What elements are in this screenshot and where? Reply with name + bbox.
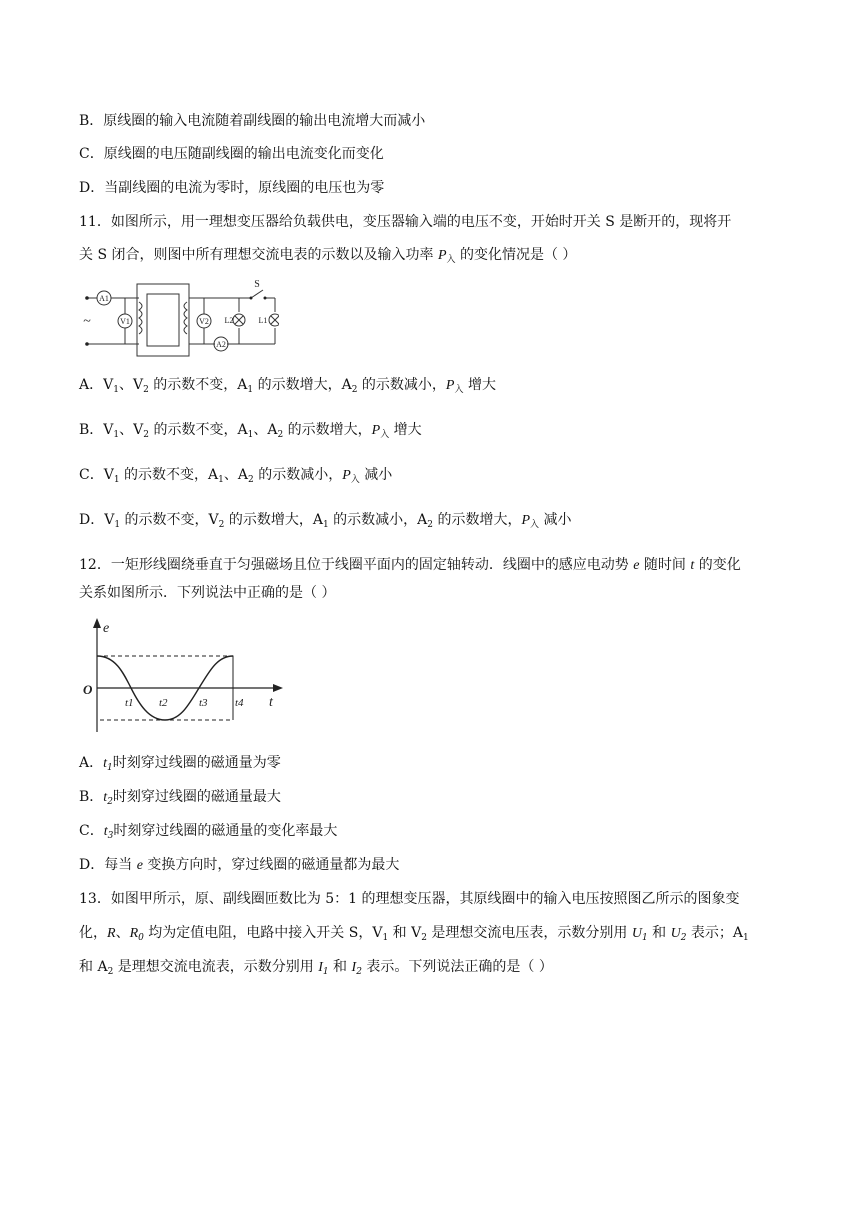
tick-t2: t2 (159, 697, 168, 709)
label-s: S (254, 279, 260, 290)
q12-option-c: C．$t_3$时刻穿过线圈的磁通量的变化率最大 (79, 823, 338, 841)
label-l1: L1 (258, 316, 268, 325)
label-v1: V1 (120, 317, 130, 326)
graph-ylabel: e (103, 621, 110, 636)
q11-option-b: B．$V_1$、$V_2$ 的示数不变，$A_1$、$A_2$ 的示数增大，$P_入$ 增大 (79, 422, 422, 440)
graph-xlabel: t (269, 695, 273, 710)
q11-option-c: C．$V_1$ 的示数不变，$A_1$、$A_2$ 的示数减小，$P_入$ 减小 (79, 467, 393, 485)
label-a1: A1 (99, 294, 109, 303)
q10-option-b: B．原线圈的输入电流随着副线圈的输出电流增大而减小 (79, 113, 426, 129)
label-v2: V2 (199, 317, 209, 326)
q12-option-b: B．$t_2$时刻穿过线圈的磁通量最大 (79, 789, 281, 807)
q12-emf-graph (79, 614, 285, 738)
q11-circuit-diagram (79, 276, 279, 360)
q13-stem-line1: 13．如图甲所示，原、副线圈匝数比为 5：1 的理想变压器，其原线圈中的输入电压按照图乙所示的图象变 (79, 891, 740, 907)
graph-origin: O (83, 682, 93, 697)
tick-t3: t3 (199, 697, 208, 709)
q10-option-c: C．原线圈的电压随副线圈的输出电流变化而变化 (79, 146, 384, 162)
q12-option-d: D．每当 e 变换方向时，穿过线圈的磁通量都为最大 (79, 857, 400, 873)
q12-stem-line2: 关系如图所示．下列说法中正确的是（ ） (79, 585, 336, 601)
q13-stem-line3: 和 $A_2$ 是理想交流电流表，示数分别用 $I_1$ 和 $I_2$ 表示。下列说法正确的是（ ） (79, 959, 553, 977)
tick-t4: t4 (235, 697, 244, 709)
q11-stem-line2: 关 S 闭合，则图中所有理想交流电表的示数以及输入功率 $P_入$ 的变化情况是（ ） (79, 247, 577, 265)
q10-option-d: D．当副线圈的电流为零时，原线圈的电压也为零 (79, 180, 385, 196)
q11-option-a: A．$V_1$、$V_2$ 的示数不变，$A_1$ 的示数增大，$A_2$ 的示数减小，$P_入$ 增大 (79, 377, 496, 395)
tick-t1: t1 (125, 697, 134, 709)
q11-stem-line1: 11．如图所示，用一理想变压器给负载供电，变压器输入端的电压不变，开始时开关 S 是断开的，现将开 (79, 214, 732, 230)
label-l2: L2 (224, 316, 234, 325)
q13-stem-line2: 化，R、$R_0$ 均为定值电阻，电路中接入开关 S，$V_1$ 和 $V_2$ 是理想交流电压表，示数分别用 $U_1$ 和 $U_2$ 表示；$A_1$ (79, 925, 749, 943)
ac-source-symbol: ~ (83, 314, 91, 329)
q12-stem-line1: 12．一矩形线圈绕垂直于匀强磁场且位于线圈平面内的固定轴转动．线圈中的感应电动势 e 随时间 t 的变化 (79, 557, 741, 573)
label-a2: A2 (216, 340, 226, 349)
q11-option-d: D．$V_1$ 的示数不变，$V_2$ 的示数增大，$A_1$ 的示数减小，$A_2$ 的示数增大，$P_入$ 减小 (79, 512, 572, 530)
q12-option-a: A．$t_1$时刻穿过线圈的磁通量为零 (79, 755, 281, 773)
